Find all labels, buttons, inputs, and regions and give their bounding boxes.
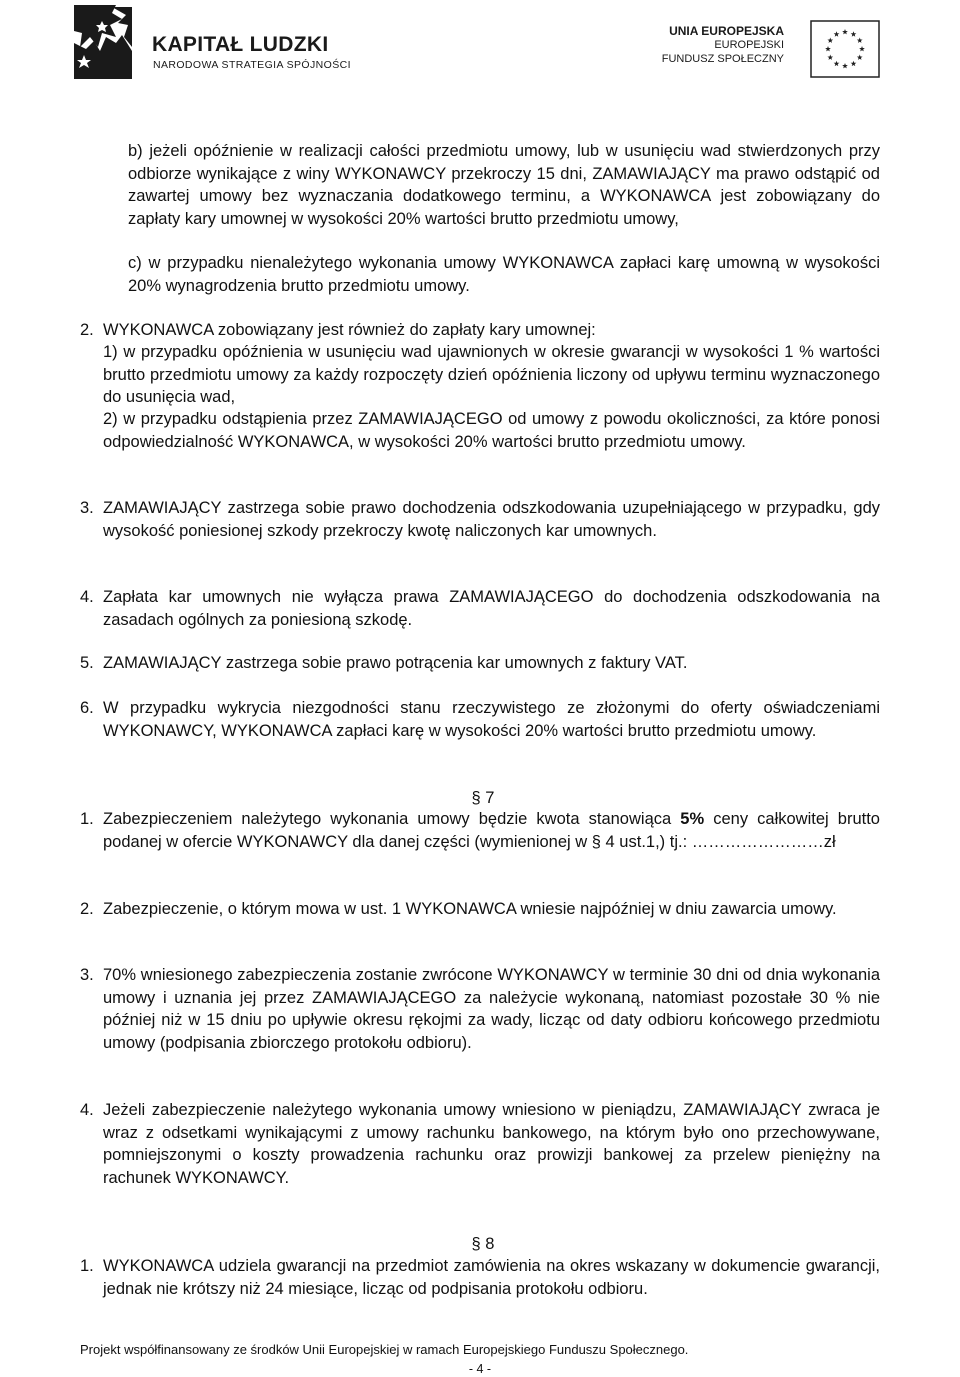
kapital-ludzki-emblem-icon — [72, 3, 134, 81]
s8-num-1: 1. — [80, 1257, 94, 1275]
kapital-ludzki-logo — [72, 3, 362, 83]
item-c: c) w przypadku nienależytego wykonania umowy WYKONAWCA zapłaci karę umowną w wysokości 20% wynagrodzenia brutto przedmiotu umowy. — [128, 254, 880, 295]
section-8-heading-text: § 8 — [471, 1235, 495, 1253]
s7-1-text — [103, 808, 880, 853]
section-8-heading — [0, 1233, 960, 1255]
num-3: 3. — [80, 499, 94, 517]
p6-2-point-2: 2) w przypadku odstąpienia przez ZAMAWIAJĄCEGO od umowy z powodu okoliczności, za które ponosi odpowiedzialność WYKONAWCA, w wysokości 20% wartości brutto przedmiotu umowy. — [103, 410, 880, 451]
num-4: 4. — [80, 588, 94, 606]
eu-flag-icon — [810, 20, 880, 78]
num-6: 6. — [80, 699, 94, 717]
section-7-heading — [0, 787, 960, 809]
eu-line-1: UNIA EUROPEJSKA — [669, 24, 784, 38]
s7-num-3: 3. — [80, 966, 94, 984]
p6-2-intro: WYKONAWCA zobowiązany jest również do zapłaty kary umownej: — [103, 321, 596, 339]
s7-4-text: Jeżeli zabezpieczenie należytego wykonania umowy wniesiono w pieniądzu, ZAMAWIAJĄCY zwraca je wraz z odsetkami wynikającymi z umowy rachunku bankowego, na którym było ono przechowywane, pomniejszonymi o koszty prowadzenia rachunku oraz prowizji bankowej za przelew pieniężny na rachunek WYKONAWCY. — [103, 1101, 880, 1187]
section-7-heading-text: § 7 — [471, 789, 495, 807]
num-5: 5. — [80, 654, 94, 672]
s7-3-text: 70% wniesionego zabezpieczenia zostanie zwrócone WYKONAWCY w terminie 30 dni od dnia wykonania umowy i uznania jej przez ZAMAWIAJĄCEGO za należycie wykonaną, natomiast pozostałe 30 % nie później niż w 15 dniu po upływie okresu rękojmi za wady, licząc od daty odbioru końcowego przedmiotu umowy (podpisania zbiorczego protokołu odbioru). — [103, 966, 880, 1052]
s7-num-2: 2. — [80, 900, 94, 918]
kapital-ludzki-subtitle: NARODOWA STRATEGIA SPÓJNOŚCI — [153, 59, 351, 71]
s7-1-post: ceny całkowitej brutto podanej w ofercie WYKONAWCY dla danej części (wymienionej w § 4 ust.1,) tj.: ……………………zł — [103, 810, 880, 851]
footer-text: Projekt współfinansowany ze środków Unii Europejskiej w ramach Europejskiego Funduszu Społecznego. — [80, 1342, 689, 1357]
s8-1-text: WYKONAWCA udziela gwarancji na przedmiot zamówienia na okres wskazany w dokumencie gwarancji, jednak nie krótszy niż 24 miesiące, licząc od podpisania protokołu odbioru. — [103, 1257, 880, 1298]
s7-1-pre: Zabezpieczeniem należytego wykonania umowy będzie kwota stanowiąca — [103, 810, 672, 828]
num-2: 2. — [80, 321, 94, 339]
p6-2-point-1: 1) w przypadku opóźnienia w usunięciu wad ujawnionych w okresie gwarancji w wysokości 1 % wartości brutto przedmiotu umowy za każdy rozpoczęty dzień opóźnienia liczony od upływu terminu wyznaczonego do usunięcia wad, — [103, 343, 880, 406]
item-b: b) jeżeli opóźnienie w realizacji całości przedmiotu umowy, lub w usunięciu wad stwierdzonych przy odbiorze wynikające z winy WYKONAWCY przekroczy 15 dni, ZAMAWIAJĄCY ma prawo odstąpić od zawartej umowy bez wyznaczania dodatkowego terminu, a WYKONAWCA jest zobowiązany do zapłaty kary umownej w wysokości 20% wartości brutto przedmiotu umowy, — [128, 142, 880, 228]
eu-line-2: EUROPEJSKI — [714, 39, 784, 51]
eu-logo — [661, 20, 880, 78]
s7-2-text: Zabezpieczenie, o którym mowa w ust. 1 WYKONAWCA wniesie najpóźniej w dniu zawarcia umowy. — [103, 900, 837, 918]
eu-line-3: FUNDUSZ SPOŁECZNY — [661, 53, 784, 65]
p6-5-text: ZAMAWIAJĄCY zastrzega sobie prawo potrącenia kar umownych z faktury VAT. — [103, 654, 688, 672]
s7-num-1: 1. — [80, 810, 94, 828]
s7-1-percent: 5% — [680, 810, 705, 828]
s7-num-4: 4. — [80, 1101, 94, 1119]
p6-6-text: W przypadku wykrycia niezgodności stanu rzeczywistego ze złożonymi do oferty oświadczeniami WYKONAWCY, WYKONAWCA zapłaci karę w wysokości 20% wartości brutto przedmiotu umowy. — [103, 699, 880, 740]
eu-logo-text — [662, 24, 784, 66]
p6-3-text: ZAMAWIAJĄCY zastrzega sobie prawo dochodzenia odszkodowania uzupełniającego w przypadku, gdy wysokość poniesionej szkody przekroczy kwotę naliczonych kar umownych. — [103, 499, 880, 540]
kapital-ludzki-title: KAPITAŁ LUDZKI — [152, 33, 329, 56]
page-number: - 4 - — [468, 1362, 492, 1376]
p6-4-text: Zapłata kar umownych nie wyłącza prawa ZAMAWIAJĄCEGO do dochodzenia odszkodowania na zasadach ogólnych za poniesioną szkodę. — [103, 588, 880, 629]
